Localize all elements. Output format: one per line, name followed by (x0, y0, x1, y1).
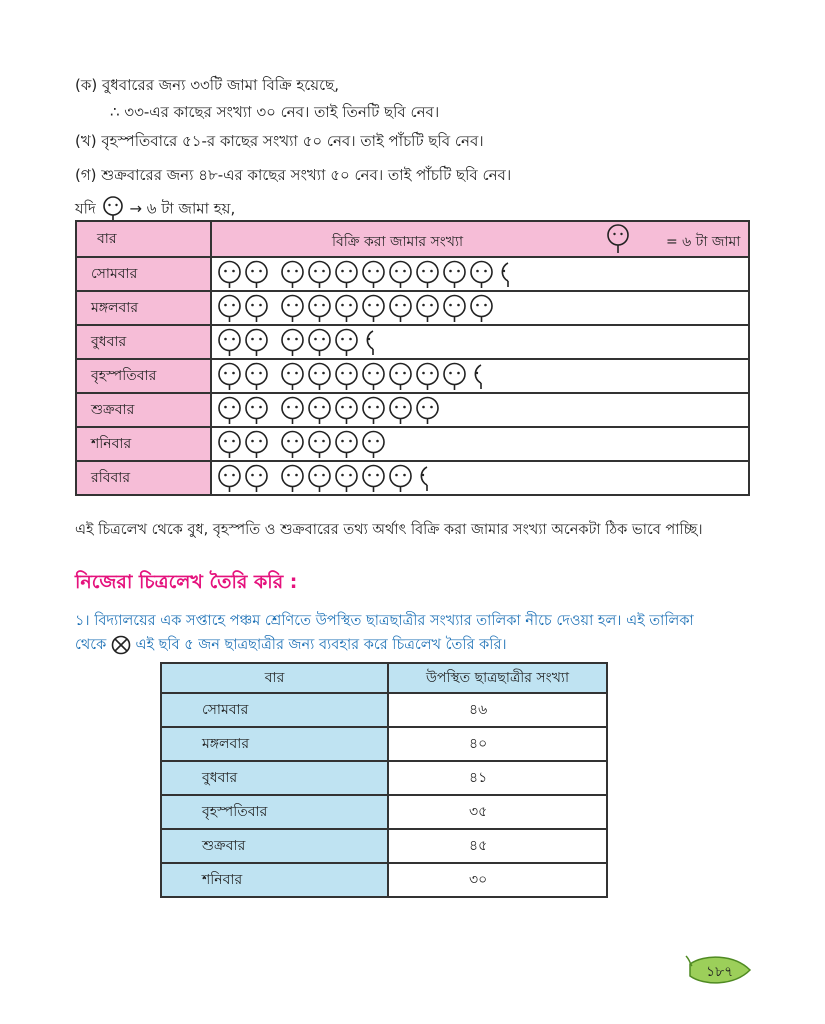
smiley-icon (306, 328, 333, 356)
smiley-icon (279, 362, 306, 390)
attendance-count: ৪৫ (388, 829, 607, 863)
attendance-day: বুধবার (161, 761, 388, 795)
smiley-icon (387, 396, 414, 424)
smiley-icon (243, 328, 270, 356)
crossed-circle-icon (111, 635, 131, 655)
attendance-count: ৩৫ (388, 795, 607, 829)
attendance-day: সোমবার (161, 693, 388, 727)
smiley-icon (216, 396, 243, 424)
smiley-icon (243, 396, 270, 424)
smiley-icon (360, 430, 387, 458)
attendance-row (161, 761, 607, 795)
smiley-icon (333, 294, 360, 322)
smiley-icon (360, 464, 387, 492)
attendance-row (161, 693, 607, 727)
smiley-icon (306, 260, 333, 288)
pictograph-icons (211, 325, 749, 359)
page-number: ১৮৭ (706, 964, 734, 980)
pictograph-row (76, 359, 749, 393)
pictograph-row (76, 291, 749, 325)
question-line-1: ১। বিদ্যালয়ের এক সপ্তাহে পঞ্চম শ্রেণিতে উপস্থিত ছাত্রছাত্রীর সংখ্যার তালিকা নীচে দেওয়া হল। এই তালিকা (75, 613, 694, 629)
pictograph-day: শুক্রবার (76, 393, 211, 427)
smiley-icon (360, 362, 387, 390)
attendance-row (161, 863, 607, 897)
question-line-2-prefix: থেকে (75, 637, 107, 653)
question-line-2-suffix: এই ছবি ৫ জন ছাত্রছাত্রীর জন্য ব্যবহার করে চিত্রলেখ তৈরি করি। (135, 637, 507, 653)
smiley-icon (279, 430, 306, 458)
smiley-icon (216, 260, 243, 288)
smiley-icon (333, 396, 360, 424)
attendance-table (160, 662, 608, 898)
smiley-icon (306, 362, 333, 390)
smiley-icon (216, 294, 243, 322)
pictograph-icons (211, 291, 749, 325)
pictograph-day: শনিবার (76, 427, 211, 461)
smiley-icon (468, 260, 495, 288)
pictograph-row (76, 461, 749, 495)
smiley-icon (441, 294, 468, 322)
pictograph-day: সোমবার (76, 257, 211, 291)
intro-line-1: (ক) বুধবারের জন্য ৩৩টি জামা বিক্রি হয়েছে, (75, 76, 340, 94)
smiley-icon (306, 464, 333, 492)
question-line-2 (75, 634, 507, 658)
smiley-icon (441, 260, 468, 288)
pictograph-col-count-label: বিক্রি করা জামার সংখ্যা (332, 234, 464, 250)
smiley-icon (279, 294, 306, 322)
pictograph-row (76, 325, 749, 359)
smiley-icon (360, 260, 387, 288)
pictograph-icons (211, 461, 749, 495)
attendance-count: ৩০ (388, 863, 607, 897)
smiley-icon (279, 260, 306, 288)
smiley-icon (414, 396, 441, 424)
pictograph-day: রবিবার (76, 461, 211, 495)
half-smiley-icon (414, 464, 428, 492)
smiley-icon (414, 294, 441, 322)
pictograph-icons (211, 359, 749, 393)
smiley-icon (333, 464, 360, 492)
intro-line-2: ∴ ৩৩-এর কাছের সংখ্যা ৩০ নেব। তাই তিনটি ছবি নেব। (110, 103, 440, 121)
pictograph-col-count (211, 221, 749, 257)
smiley-icon (333, 260, 360, 288)
attendance-day: বৃহস্পতিবার (161, 795, 388, 829)
smiley-icon (414, 260, 441, 288)
smiley-icon (216, 464, 243, 492)
smiley-icon (243, 294, 270, 322)
attendance-row (161, 727, 607, 761)
smiley-icon (216, 430, 243, 458)
smiley-icon (306, 294, 333, 322)
smiley-icon (243, 430, 270, 458)
smiley-icon (387, 362, 414, 390)
pictograph-day: বুধবার (76, 325, 211, 359)
legend-smiley-icon (606, 224, 630, 254)
pictograph-col-day: বার (76, 221, 211, 257)
smiley-icon (306, 430, 333, 458)
smiley-icon (360, 396, 387, 424)
half-smiley-icon (360, 328, 374, 356)
smiley-icon (279, 328, 306, 356)
attendance-day: শুক্রবার (161, 829, 388, 863)
attendance-row (161, 795, 607, 829)
smiley-icon (216, 328, 243, 356)
pictograph-row (76, 427, 749, 461)
attendance-col-count: উপস্থিত ছাত্রছাত্রীর সংখ্যা (388, 663, 607, 693)
pictograph-icons (211, 393, 749, 427)
pictograph-icons (211, 427, 749, 461)
smiley-icon (333, 328, 360, 356)
half-smiley-icon (468, 362, 482, 390)
key-prefix: যদি (75, 199, 96, 218)
smiley-icon (414, 362, 441, 390)
attendance-count: ৪০ (388, 727, 607, 761)
smiley-icon (243, 260, 270, 288)
half-smiley-icon (495, 260, 509, 288)
pictograph-row (76, 257, 749, 291)
smiley-icon (387, 294, 414, 322)
smiley-icon (216, 362, 243, 390)
pictograph-row (76, 393, 749, 427)
legend-label: = ৬ টা জামা (666, 234, 741, 250)
attendance-day: শনিবার (161, 863, 388, 897)
smiley-icon (468, 294, 495, 322)
attendance-row (161, 829, 607, 863)
smiley-icon (360, 294, 387, 322)
smiley-icon (387, 260, 414, 288)
pictograph-day: বৃহস্পতিবার (76, 359, 211, 393)
smiley-icon (333, 362, 360, 390)
pictograph-icons (211, 257, 749, 291)
attendance-count: ৪৬ (388, 693, 607, 727)
intro-line-4: (গ) শুক্রবারের জন্য ৪৮-এর কাছের সংখ্যা ৫০ নেব। তাই পাঁচটি ছবি নেব। (75, 166, 512, 184)
section-heading: নিজেরা চিত্রলেখ তৈরি করি : (75, 571, 298, 593)
key-suffix: → ৬ টা জামা হয়, (129, 199, 236, 218)
smiley-icon (279, 396, 306, 424)
attendance-day: মঙ্গলবার (161, 727, 388, 761)
intro-line-3: (খ) বৃহস্পতিবারে ৫১-র কাছের সংখ্যা ৫০ নেব। তাই পাঁচটি ছবি নেব। (75, 132, 484, 150)
key-line (75, 196, 235, 223)
smiley-icon (279, 464, 306, 492)
smiley-icon (333, 430, 360, 458)
smiley-icon (306, 396, 333, 424)
smiley-icon (243, 464, 270, 492)
smiley-icon (387, 464, 414, 492)
conclusion-text: এই চিত্রলেখ থেকে বুধ, বৃহস্পতি ও শুক্রবারের তথ্য অর্থাৎ বিক্রি করা জামার সংখ্যা অনেকটা ঠিক ভাবে পাচ্ছি। (75, 522, 703, 538)
smiley-icon (243, 362, 270, 390)
attendance-count: ৪১ (388, 761, 607, 795)
attendance-col-day: বার (161, 663, 388, 693)
smiley-tree-icon (101, 196, 125, 222)
pictograph-day: মঙ্গলবার (76, 291, 211, 325)
pictograph-table (75, 220, 750, 496)
smiley-icon (441, 362, 468, 390)
